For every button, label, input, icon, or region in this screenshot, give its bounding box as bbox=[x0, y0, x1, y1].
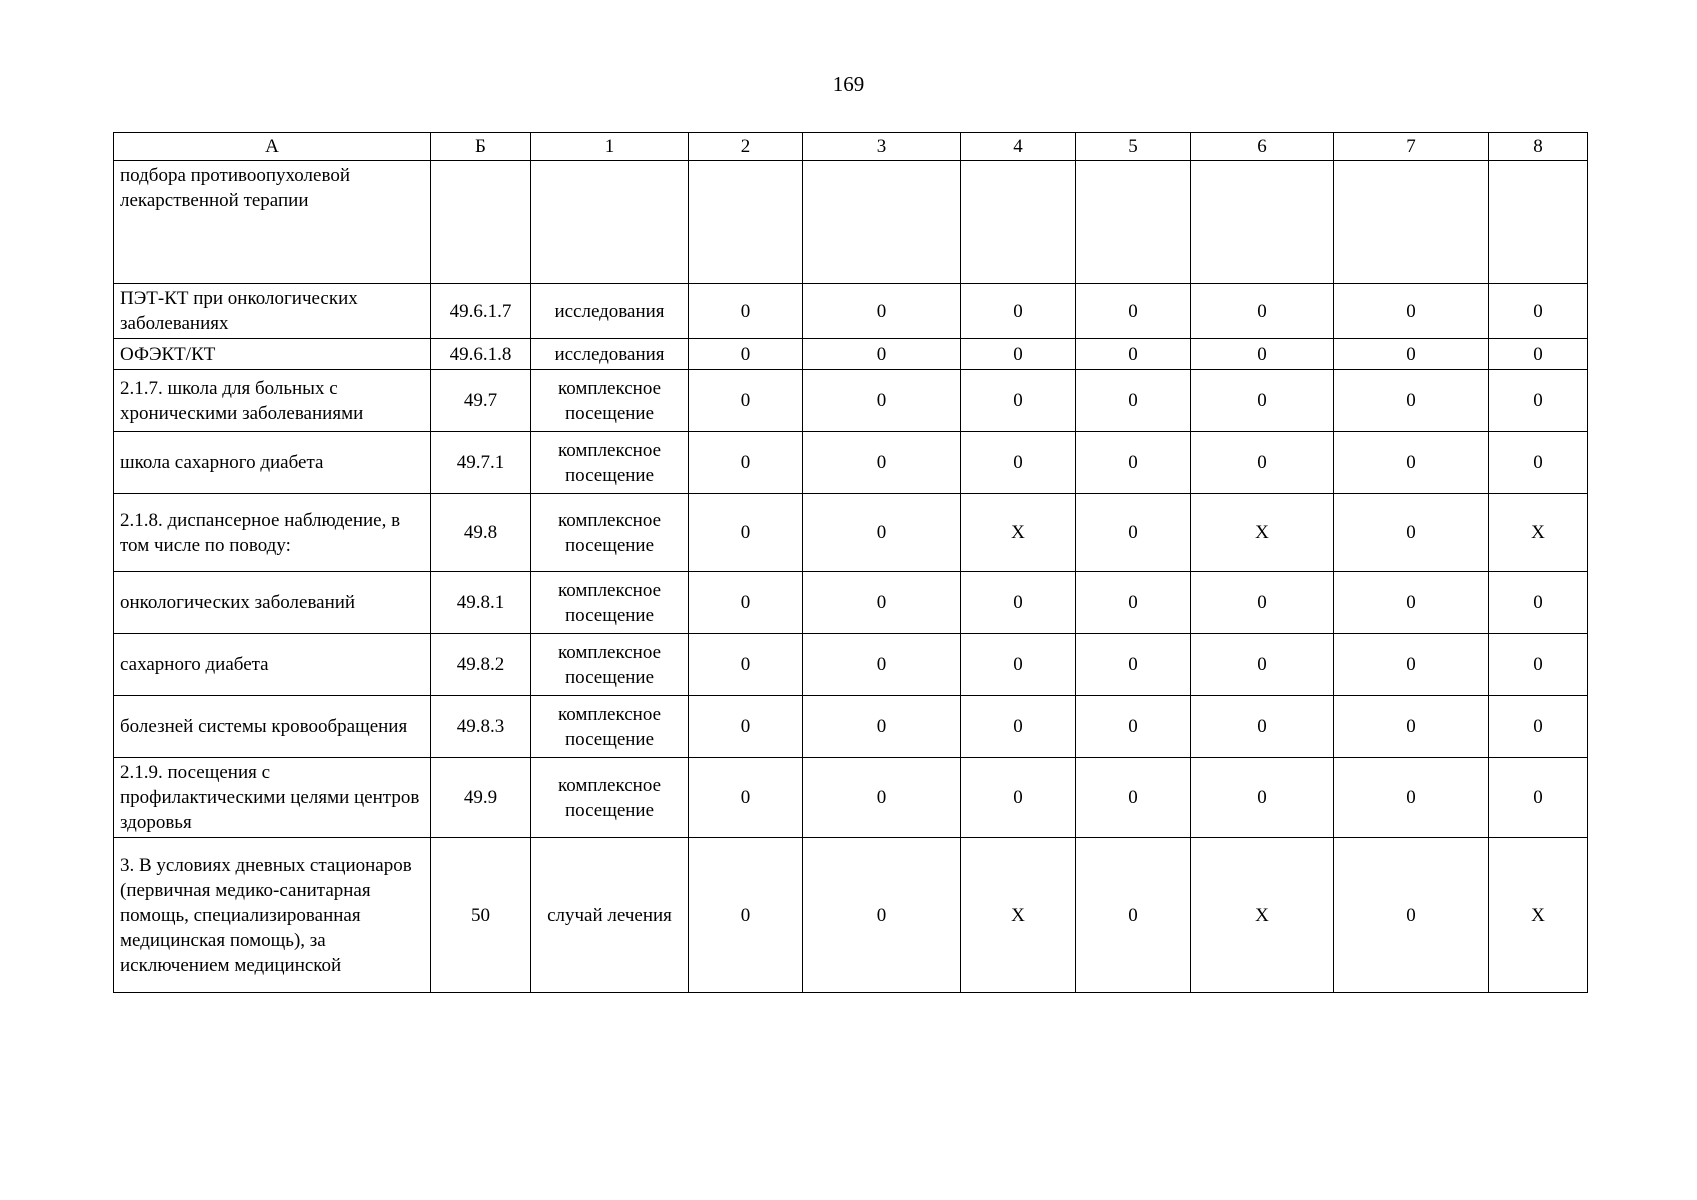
value-cell bbox=[1191, 161, 1334, 284]
value-cell: 0 bbox=[1489, 284, 1588, 339]
row-unit-cell bbox=[531, 161, 689, 284]
row-name-cell: школа сахарного диабета bbox=[114, 432, 431, 494]
value-cell: 0 bbox=[803, 838, 961, 993]
row-code-cell: 49.8 bbox=[431, 494, 531, 572]
value-cell: X bbox=[961, 494, 1076, 572]
value-cell: 0 bbox=[689, 696, 803, 758]
row-code-cell bbox=[431, 161, 531, 284]
value-cell: 0 bbox=[803, 696, 961, 758]
value-cell: 0 bbox=[689, 572, 803, 634]
row-unit-cell: комплексное посещение bbox=[531, 696, 689, 758]
value-cell: 0 bbox=[961, 758, 1076, 838]
row-name-cell: болезней системы кровообращения bbox=[114, 696, 431, 758]
value-cell: 0 bbox=[1191, 339, 1334, 370]
row-name-cell: ПЭТ-КТ при онкологических заболеваниях bbox=[114, 284, 431, 339]
header-col-4: 4 bbox=[961, 133, 1076, 161]
value-cell: 0 bbox=[1334, 432, 1489, 494]
value-cell: 0 bbox=[1489, 339, 1588, 370]
header-col-7: 7 bbox=[1334, 133, 1489, 161]
value-cell: X bbox=[1191, 494, 1334, 572]
row-unit-cell: комплексное посещение bbox=[531, 572, 689, 634]
row-unit-cell: комплексное посещение bbox=[531, 494, 689, 572]
row-unit-cell: комплексное посещение bbox=[531, 432, 689, 494]
table-row bbox=[114, 758, 1588, 838]
value-cell: 0 bbox=[803, 370, 961, 432]
value-cell: 0 bbox=[803, 572, 961, 634]
value-cell: 0 bbox=[1489, 370, 1588, 432]
value-cell: 0 bbox=[1334, 339, 1489, 370]
value-cell: 0 bbox=[1076, 758, 1191, 838]
value-cell: 0 bbox=[961, 696, 1076, 758]
value-cell bbox=[803, 161, 961, 284]
value-cell: 0 bbox=[1334, 758, 1489, 838]
value-cell: 0 bbox=[1334, 634, 1489, 696]
table-row bbox=[114, 572, 1588, 634]
row-code-cell: 50 bbox=[431, 838, 531, 993]
row-unit-cell: исследования bbox=[531, 339, 689, 370]
value-cell: 0 bbox=[1076, 370, 1191, 432]
value-cell: 0 bbox=[803, 432, 961, 494]
value-cell: X bbox=[961, 838, 1076, 993]
value-cell: 0 bbox=[689, 432, 803, 494]
table-row bbox=[114, 161, 1588, 284]
value-cell: 0 bbox=[1191, 432, 1334, 494]
value-cell: 0 bbox=[961, 339, 1076, 370]
value-cell: 0 bbox=[689, 284, 803, 339]
row-code-cell: 49.9 bbox=[431, 758, 531, 838]
value-cell: 0 bbox=[1489, 696, 1588, 758]
row-name-cell: онкологических заболеваний bbox=[114, 572, 431, 634]
value-cell: 0 bbox=[1334, 838, 1489, 993]
value-cell: 0 bbox=[689, 494, 803, 572]
header-col-3: 3 bbox=[803, 133, 961, 161]
row-code-cell: 49.7 bbox=[431, 370, 531, 432]
value-cell: 0 bbox=[1334, 370, 1489, 432]
table-row bbox=[114, 494, 1588, 572]
value-cell: X bbox=[1191, 838, 1334, 993]
value-cell: 0 bbox=[1076, 572, 1191, 634]
value-cell: X bbox=[1489, 494, 1588, 572]
table-row bbox=[114, 696, 1588, 758]
row-code-cell: 49.6.1.7 bbox=[431, 284, 531, 339]
value-cell: 0 bbox=[1334, 572, 1489, 634]
row-unit-cell: случай лечения bbox=[531, 838, 689, 993]
row-name-cell: подбора противоопухолевой лекарственной терапии bbox=[114, 161, 431, 284]
value-cell: 0 bbox=[1334, 284, 1489, 339]
header-col-a: А bbox=[114, 133, 431, 161]
table-row bbox=[114, 432, 1588, 494]
header-col-5: 5 bbox=[1076, 133, 1191, 161]
value-cell: 0 bbox=[1489, 634, 1588, 696]
table-row bbox=[114, 370, 1588, 432]
value-cell: 0 bbox=[961, 284, 1076, 339]
value-cell: 0 bbox=[803, 758, 961, 838]
value-cell: 0 bbox=[1191, 284, 1334, 339]
row-code-cell: 49.7.1 bbox=[431, 432, 531, 494]
value-cell: 0 bbox=[1076, 696, 1191, 758]
value-cell: 0 bbox=[803, 634, 961, 696]
header-col-2: 2 bbox=[689, 133, 803, 161]
row-unit-cell: исследования bbox=[531, 284, 689, 339]
value-cell: 0 bbox=[1489, 758, 1588, 838]
table-row bbox=[114, 339, 1588, 370]
value-cell: 0 bbox=[803, 494, 961, 572]
row-name-cell: сахарного диабета bbox=[114, 634, 431, 696]
table-row bbox=[114, 634, 1588, 696]
value-cell: 0 bbox=[1191, 572, 1334, 634]
row-unit-cell: комплексное посещение bbox=[531, 370, 689, 432]
value-cell: 0 bbox=[1076, 339, 1191, 370]
table-row bbox=[114, 284, 1588, 339]
value-cell: 0 bbox=[1076, 634, 1191, 696]
row-name-cell: 2.1.8. диспансерное наблюдение, в том числе по поводу: bbox=[114, 494, 431, 572]
header-row bbox=[114, 133, 1588, 161]
header-col-b: Б bbox=[431, 133, 531, 161]
row-code-cell: 49.8.1 bbox=[431, 572, 531, 634]
row-code-cell: 49.8.3 bbox=[431, 696, 531, 758]
data-table bbox=[113, 132, 1588, 993]
value-cell bbox=[1334, 161, 1489, 284]
value-cell: 0 bbox=[961, 432, 1076, 494]
value-cell: 0 bbox=[961, 370, 1076, 432]
header-col-1: 1 bbox=[531, 133, 689, 161]
value-cell: 0 bbox=[1191, 696, 1334, 758]
value-cell: 0 bbox=[1076, 284, 1191, 339]
value-cell: 0 bbox=[1334, 494, 1489, 572]
value-cell: 0 bbox=[803, 339, 961, 370]
row-name-cell: 2.1.7. школа для больных с хроническими заболеваниями bbox=[114, 370, 431, 432]
value-cell: 0 bbox=[689, 634, 803, 696]
value-cell: 0 bbox=[689, 758, 803, 838]
row-name-cell: 2.1.9. посещения с профилактическими целями центров здоровья bbox=[114, 758, 431, 838]
value-cell: 0 bbox=[1489, 432, 1588, 494]
value-cell: 0 bbox=[1191, 634, 1334, 696]
value-cell: 0 bbox=[961, 572, 1076, 634]
row-unit-cell: комплексное посещение bbox=[531, 634, 689, 696]
value-cell: 0 bbox=[689, 370, 803, 432]
value-cell: X bbox=[1489, 838, 1588, 993]
value-cell: 0 bbox=[1191, 370, 1334, 432]
value-cell: 0 bbox=[1076, 432, 1191, 494]
value-cell: 0 bbox=[961, 634, 1076, 696]
value-cell: 0 bbox=[689, 838, 803, 993]
row-name-cell: 3. В условиях дневных стационаров (первичная медико-санитарная помощь, специализированная медицинская помощь), за исключением медицинской bbox=[114, 838, 431, 993]
row-code-cell: 49.6.1.8 bbox=[431, 339, 531, 370]
row-name-cell: ОФЭКТ/КТ bbox=[114, 339, 431, 370]
value-cell bbox=[1076, 161, 1191, 284]
row-code-cell: 49.8.2 bbox=[431, 634, 531, 696]
value-cell bbox=[961, 161, 1076, 284]
value-cell: 0 bbox=[1191, 758, 1334, 838]
value-cell: 0 bbox=[689, 339, 803, 370]
value-cell: 0 bbox=[1076, 838, 1191, 993]
value-cell bbox=[1489, 161, 1588, 284]
row-unit-cell: комплексное посещение bbox=[531, 758, 689, 838]
value-cell: 0 bbox=[803, 284, 961, 339]
value-cell: 0 bbox=[1334, 696, 1489, 758]
table-row bbox=[114, 838, 1588, 993]
header-col-8: 8 bbox=[1489, 133, 1588, 161]
value-cell bbox=[689, 161, 803, 284]
value-cell: 0 bbox=[1489, 572, 1588, 634]
page-number: 169 bbox=[832, 72, 865, 96]
header-col-6: 6 bbox=[1191, 133, 1334, 161]
value-cell: 0 bbox=[1076, 494, 1191, 572]
